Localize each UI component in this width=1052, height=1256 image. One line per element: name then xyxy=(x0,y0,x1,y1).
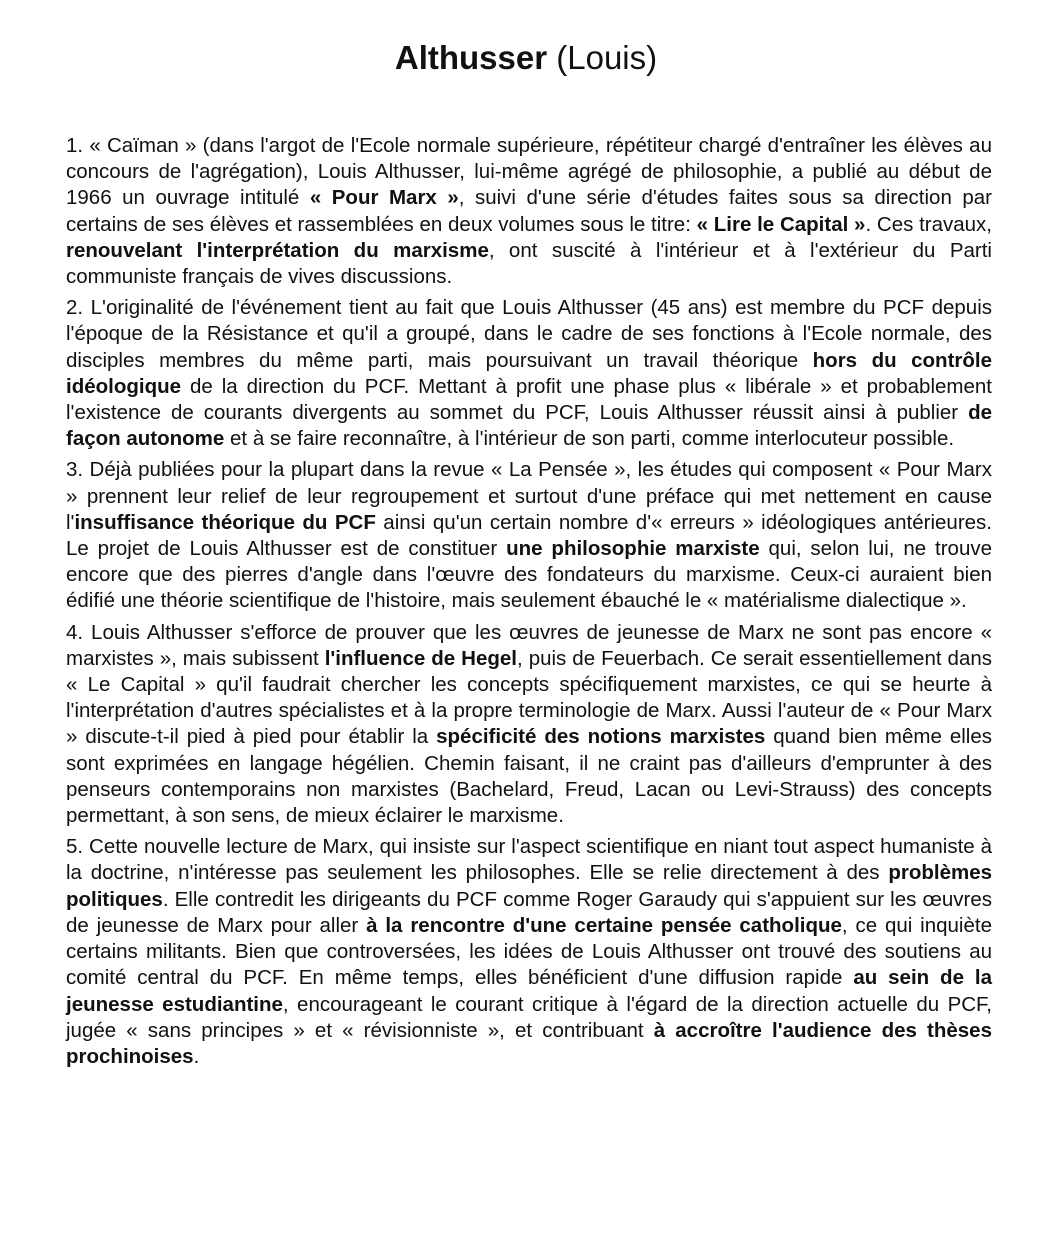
emphasis-segment: à la rencontre d'une certaine pensée catholique xyxy=(366,913,842,937)
emphasis-segment: problèmes politiques xyxy=(66,861,992,911)
paragraph-1 xyxy=(66,133,992,290)
emphasis-segment: spécificité des notions marxistes xyxy=(436,725,766,749)
paragraph-5 xyxy=(66,834,992,1070)
text-segment: , puis de Feuerbach. Ce serait essentiellement dans « Le Capital » qu'il faudrait chercher les concepts spécifiquement marxistes, ce qui se heurte à l'interprétation d'autres spécialistes et à la propre terminologie de Marx. Aussi l'auteur de « Pour Marx » discute-t-il pied à pied pour établir la xyxy=(66,646,993,749)
text-segment: . xyxy=(193,1044,200,1068)
text-segment: de la direction du PCF. Mettant à profit une phase plus « libérale » et probablement l'existence de courants divergents au sommet du PCF, Louis Althusser réussit ainsi à publier xyxy=(66,374,992,425)
paragraph-3 xyxy=(66,457,992,614)
text-segment: ainsi qu'un certain nombre d'« erreurs » idéologiques antérieures. Le projet de Louis Althusser est de constituer xyxy=(66,510,993,561)
text-segment: 2. L'originalité de l'événement tient au fait que Louis Althusser (45 ans) est membre du PCF depuis l'époque de la Résistance et qu'il a groupé, dans le cadre de ses fonctions à l'Ecole normale, des disciples membres du même parti, mais poursuivant un travail théorique xyxy=(66,296,992,372)
text-segment: , ont suscité à l'intérieur et à l'extérieur du Parti communiste français de vives discussions. xyxy=(66,238,992,289)
emphasis-segment: « Lire le Capital » xyxy=(696,212,866,236)
text-segment: 3. Déjà publiées pour la plupart dans la revue « La Pensée », les études qui composent « Pour Marx » prennent leur relief de leur regroupement et surtout d'une préface qui met nettement en cause l' xyxy=(66,458,992,534)
text-segment: quand bien même elles sont exprimées en langage hégélien. Chemin faisant, il ne craint pas d'ailleurs d'emprunter à des penseurs contemporains non marxistes (Bachelard, Freud, Lacan ou Levi-Strauss) des concepts permettant, à son sens, de mieux éclairer le marxisme. xyxy=(66,725,992,828)
page-title xyxy=(0,38,1052,78)
title-firstname: (Louis) xyxy=(547,39,658,76)
text-segment: , suivi d'une série d'études faites sous sa direction par certains de ses élèves et rassemblées en deux volumes sous le titre: xyxy=(66,186,992,236)
emphasis-segment: de façon autonome xyxy=(66,401,992,451)
paragraph-4 xyxy=(66,620,992,830)
text-segment: . Ces travaux, xyxy=(865,212,993,236)
text-segment: , ce qui inquiète certains militants. Bien que controversées, les idées de Louis Althusser ont trouvé des soutiens au comité central du PCF. En même temps, elles bénéficient d'une diffusion rapide xyxy=(66,913,992,990)
emphasis-segment: renouvelant l'interprétation du marxisme xyxy=(66,238,489,262)
text-segment: qui, selon lui, ne trouve encore que des pierres d'angle dans l'œuvre des fondateurs du marxisme. Ceux-ci auraient bien édifié une théorie scientifique de l'histoire, mais seulement ébauché le « matérialisme dialectique ». xyxy=(66,537,992,613)
text-segment: 1. « Caïman » (dans l'argot de l'Ecole normale supérieure, répétiteur chargé d'entraîner les élèves au concours de l'agrégation), Louis Althusser, lui-même agrégé de philosophie, a publié au début de 1966 un ouvrage intitulé xyxy=(66,134,992,210)
text-segment: 5. Cette nouvelle lecture de Marx, qui insiste sur l'aspect scientifique en niant tout aspect humaniste à la doctrine, n'intéresse pas seulement les philosophes. Elle se relie directement à des xyxy=(66,835,992,885)
emphasis-segment: hors du contrôle idéologique xyxy=(66,348,992,398)
text-segment: et à se faire reconnaître, à l'intérieur de son parti, comme interlocuteur possible. xyxy=(224,427,955,451)
emphasis-segment: insuffisance théorique du PCF xyxy=(74,510,376,534)
text-segment: , encourageant le courant critique à l'égard de la direction actuelle du PCF, jugée « sans principes » et « révisionniste », et contribuant xyxy=(66,992,992,1042)
text-segment: 4. Louis Althusser s'efforce de prouver que les œuvres de jeunesse de Marx ne sont pas encore « marxistes », mais subissent xyxy=(66,620,992,670)
title-name: Althusser xyxy=(394,39,548,76)
paragraph-2 xyxy=(66,295,992,452)
emphasis-segment: à accroître l'audience des thèses prochinoises xyxy=(66,1018,992,1068)
emphasis-segment: « Pour Marx » xyxy=(309,186,459,210)
emphasis-segment: au sein de la jeunesse estudiantine xyxy=(66,966,992,1016)
article-body xyxy=(66,133,992,1075)
text-segment: . Elle contredit les dirigeants du PCF comme Roger Garaudy qui s'appuient sur les œuvres de jeunesse de Marx pour aller xyxy=(66,887,992,937)
emphasis-segment: une philosophie marxiste xyxy=(506,537,760,561)
emphasis-segment: l'influence de Hegel xyxy=(324,646,517,670)
